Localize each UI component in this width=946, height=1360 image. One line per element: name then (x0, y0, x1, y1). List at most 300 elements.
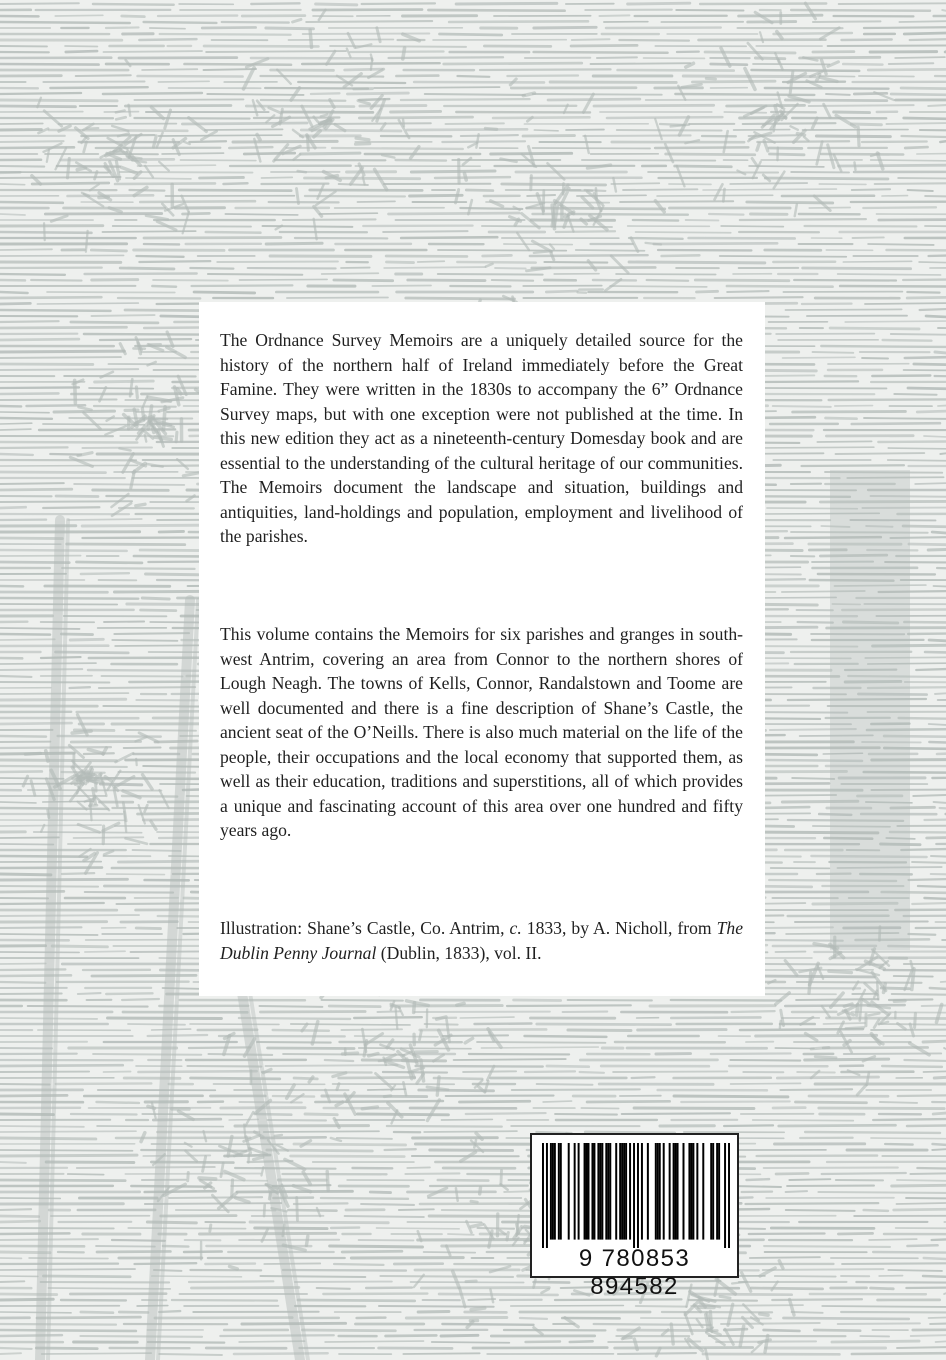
barcode-bar (586, 1143, 588, 1240)
engraving-stroke (208, 274, 302, 275)
engraving-stroke (354, 1017, 422, 1018)
engraving-stroke (830, 328, 919, 329)
engraving-stroke (777, 1077, 878, 1078)
engraving-stroke (526, 268, 550, 271)
engraving-stroke (853, 237, 884, 238)
engraving-stroke (779, 59, 783, 69)
engraving-stroke (731, 1083, 801, 1084)
barcode-bar (599, 1143, 601, 1240)
engraving-stroke (229, 1119, 258, 1120)
engraving-stroke (935, 352, 946, 353)
engraving-stroke (751, 70, 859, 71)
engraving-stroke (43, 1276, 130, 1277)
engraving-stroke (194, 292, 254, 293)
engraving-stroke (0, 177, 120, 178)
engraving-stroke (459, 1101, 529, 1102)
engraving-stroke (675, 166, 732, 167)
engraving-stroke (106, 993, 152, 994)
engraving-stroke (800, 57, 880, 58)
engraving-stroke (933, 1144, 946, 1145)
engraving-stroke (0, 442, 137, 443)
engraving-stroke (322, 1000, 403, 1001)
engraving-stroke (783, 357, 855, 358)
engraving-stroke (77, 1167, 215, 1168)
engraving-stroke (790, 1300, 794, 1315)
engraving-stroke (135, 1263, 197, 1264)
engraving-stroke (839, 3, 946, 4)
engraving-stroke (636, 1306, 687, 1307)
engraving-stroke (546, 291, 577, 292)
engraving-stroke (611, 183, 659, 184)
engraving-stroke (657, 195, 773, 196)
engraving-stroke (80, 1336, 202, 1337)
engraving-stroke (200, 177, 244, 178)
engraving-stroke (746, 1179, 769, 1180)
engraving-stroke (62, 568, 194, 569)
engraving-stroke (834, 112, 870, 113)
engraving-stroke (179, 190, 291, 191)
barcode-bar (615, 1143, 617, 1240)
engraving-stroke (260, 76, 383, 77)
engraving-stroke (204, 69, 257, 70)
engraving-stroke (697, 1319, 703, 1327)
engraving-stroke (786, 1210, 855, 1211)
engraving-stroke (785, 961, 797, 976)
engraving-stroke (910, 1173, 946, 1174)
engraving-stroke (520, 1318, 547, 1319)
engraving-stroke (613, 178, 616, 191)
engraving-stroke (251, 3, 299, 4)
engraving-stroke (261, 177, 292, 178)
engraving-stroke (846, 1027, 864, 1028)
engraving-stroke (202, 27, 255, 28)
engraving-stroke (618, 70, 734, 71)
engraving-stroke (817, 74, 820, 80)
engraving-stroke (942, 10, 946, 11)
engraving-stroke (319, 213, 377, 214)
engraving-stroke (76, 75, 131, 76)
engraving-stroke (525, 1036, 607, 1037)
engraving-stroke (408, 280, 485, 281)
engraving-stroke (904, 1060, 946, 1061)
engraving-stroke (183, 213, 210, 214)
barcode-bar (641, 1143, 643, 1240)
engraving-stroke (770, 154, 804, 155)
engraving-stroke (440, 34, 502, 35)
barcode-bar (609, 1143, 611, 1240)
barcode-number: 9 780853 894582 (578, 1245, 691, 1300)
engraving-stroke (745, 69, 755, 90)
engraving-stroke (401, 237, 497, 238)
engraving-stroke (480, 1188, 481, 1194)
engraving-stroke (0, 202, 63, 203)
engraving-stroke (104, 851, 113, 855)
engraving-stroke (379, 1306, 494, 1307)
engraving-stroke (91, 315, 154, 316)
engraving-stroke (456, 190, 459, 203)
engraving-stroke (351, 168, 363, 184)
engraving-stroke (750, 1257, 820, 1258)
engraving-stroke (180, 160, 255, 161)
engraving-stroke (854, 93, 887, 94)
engraving-stroke (681, 1101, 790, 1102)
engraving-stroke (0, 465, 138, 466)
engraving-stroke (889, 63, 933, 64)
engraving-stroke (623, 189, 697, 190)
engraving-stroke (745, 1203, 878, 1204)
engraving-stroke (95, 381, 154, 382)
engraving-stroke (852, 423, 940, 424)
engraving-stroke (935, 693, 946, 694)
engraving-stroke (632, 1077, 655, 1078)
engraving-stroke (184, 64, 291, 65)
engraving-stroke (254, 1157, 263, 1159)
engraving-stroke (460, 1017, 514, 1018)
engraving-stroke (31, 280, 81, 281)
engraving-stroke (763, 1269, 884, 1270)
engraving-stroke (56, 1083, 152, 1084)
engraving-stroke (0, 1131, 136, 1132)
engraving-stroke (732, 1186, 781, 1187)
engraving-stroke (330, 46, 466, 47)
engraving-stroke (862, 358, 888, 359)
engraving-stroke (0, 93, 81, 94)
engraving-stroke (0, 141, 64, 142)
engraving-stroke (321, 1198, 408, 1199)
engraving-stroke (804, 137, 809, 141)
engraving-stroke (0, 915, 139, 916)
engraving-stroke (740, 219, 866, 220)
engraving-stroke (647, 280, 688, 281)
engraving-stroke (103, 823, 119, 831)
engraving-stroke (913, 795, 946, 796)
engraving-stroke (895, 57, 945, 58)
engraving-stroke (898, 1095, 946, 1096)
engraving-stroke (611, 256, 628, 273)
engraving-stroke (361, 1204, 414, 1205)
engraving-stroke (143, 1155, 210, 1156)
engraving-stroke (456, 3, 557, 4)
engraving-stroke (142, 409, 143, 420)
engraving-stroke (468, 1299, 495, 1300)
engraving-stroke (129, 190, 164, 191)
engraving-stroke (176, 432, 177, 442)
engraving-stroke (0, 166, 44, 167)
engraving-stroke (896, 1203, 946, 1204)
engraving-stroke (298, 1300, 415, 1301)
engraving-stroke (233, 141, 337, 142)
engraving-stroke (897, 1347, 946, 1348)
engraving-stroke (225, 214, 297, 215)
engraving-stroke (267, 1150, 372, 1151)
barcode-bar (568, 1143, 570, 1240)
engraving-stroke (671, 1324, 673, 1344)
engraving-stroke (262, 226, 352, 227)
engraving-stroke (765, 1336, 768, 1353)
engraving-stroke (934, 1077, 946, 1078)
engraving-stroke (189, 1281, 273, 1282)
engraving-stroke (466, 1281, 476, 1282)
engraving-stroke (305, 1114, 337, 1115)
engraving-stroke (904, 33, 946, 34)
engraving-stroke (583, 94, 593, 112)
engraving-stroke (184, 1251, 222, 1252)
barcode-bar (657, 1143, 659, 1240)
engraving-stroke (131, 471, 135, 488)
engraving-stroke (709, 214, 743, 215)
engraving-stroke (93, 1054, 201, 1055)
engraving-stroke (911, 961, 913, 969)
engraving-stroke (114, 633, 189, 634)
engraving-stroke (446, 123, 504, 124)
engraving-stroke (0, 418, 52, 419)
engraving-stroke (671, 1000, 781, 1001)
engraving-stroke (345, 1216, 424, 1217)
engraving-stroke (875, 183, 946, 184)
engraving-stroke (759, 381, 858, 382)
engraving-stroke (0, 3, 79, 4)
engraving-stroke (525, 1341, 560, 1342)
engraving-stroke (283, 219, 376, 220)
engraving-stroke (474, 1140, 476, 1147)
engraving-stroke (332, 148, 463, 149)
barcode-bar (558, 1143, 560, 1240)
engraving-stroke (146, 574, 198, 575)
engraving-stroke (743, 123, 836, 124)
engraving-stroke (89, 388, 153, 389)
engraving-stroke (37, 303, 138, 304)
engraving-stroke (774, 172, 785, 189)
engraving-stroke (813, 352, 854, 353)
engraving-stroke (157, 133, 163, 147)
engraving-stroke (158, 81, 209, 82)
engraving-stroke (534, 251, 551, 253)
engraving-stroke (289, 39, 394, 40)
engraving-stroke (261, 100, 345, 101)
engraving-stroke (297, 1197, 298, 1220)
engraving-stroke (113, 226, 251, 227)
barcode-bar (591, 1143, 593, 1240)
engraving-stroke (891, 334, 946, 335)
engraving-stroke (0, 429, 31, 430)
engraving-stroke (899, 21, 946, 22)
engraving-stroke (228, 1136, 232, 1156)
engraving-stroke (71, 322, 158, 323)
engraving-stroke (656, 1348, 660, 1356)
engraving-stroke (912, 862, 946, 863)
barcode-bar (692, 1143, 694, 1240)
engraving-stroke (43, 507, 99, 508)
engraving-stroke (0, 412, 49, 413)
engraving-stroke (760, 826, 793, 827)
engraving-stroke (78, 453, 92, 456)
engraving-stroke (877, 982, 878, 1000)
engraving-stroke (822, 1306, 946, 1307)
engraving-stroke (534, 52, 668, 53)
engraving-stroke (55, 15, 103, 16)
engraving-stroke (904, 118, 946, 119)
engraving-stroke (892, 1185, 946, 1186)
engraving-stroke (325, 1341, 423, 1342)
engraving-stroke (418, 261, 445, 262)
engraving-stroke (128, 1228, 245, 1229)
engraving-stroke (920, 309, 946, 310)
engraving-stroke (163, 1246, 189, 1247)
engraving-stroke (829, 971, 851, 972)
engraving-stroke (798, 622, 833, 623)
engraving-stroke (620, 201, 733, 202)
engraving-stroke (818, 1192, 946, 1193)
engraving-stroke (139, 39, 196, 40)
engraving-stroke (864, 27, 946, 28)
engraving-stroke (82, 525, 214, 526)
engraving-stroke (891, 94, 946, 95)
blurb-paragraph-1: The Ordnance Survey Memoirs are a uniquely detailed source for the history of the northern half of Ireland immediately before the Great Famine. They were written in the 1830s to accompany the 6” Ordnance Survey maps, but with one exception were not published at the time. In this new edition they act as a nineteenth-century Domesday book and are essential to the understanding of the cultural heritage of our communities. The Memoirs document the landscape and situation, buildings and antiquities, land-holdings and population, employment and livelihood of the parishes. (220, 330, 743, 546)
engraving-stroke (273, 1096, 314, 1097)
engraving-stroke (932, 532, 946, 533)
engraving-stroke (901, 88, 946, 89)
engraving-stroke (0, 64, 99, 65)
engraving-stroke (923, 1071, 946, 1072)
engraving-stroke (0, 1269, 135, 1270)
engraving-stroke (795, 1102, 866, 1103)
engraving-stroke (81, 573, 129, 574)
engraving-stroke (908, 934, 935, 935)
engraving-stroke (0, 249, 52, 250)
engraving-stroke (160, 34, 291, 35)
isbn-barcode (530, 1133, 739, 1300)
engraving-stroke (591, 63, 691, 64)
engraving-stroke (114, 591, 203, 592)
engraving-stroke (143, 775, 153, 789)
engraving-stroke (523, 93, 534, 96)
engraving-stroke (815, 1057, 836, 1058)
engraving-stroke (792, 1312, 823, 1313)
engraving-stroke (478, 1228, 515, 1229)
engraving-stroke (854, 162, 855, 169)
engraving-stroke (706, 78, 715, 79)
engraving-stroke (0, 1281, 24, 1282)
barcode-bar (607, 1143, 609, 1240)
engraving-stroke (751, 1288, 822, 1289)
engraving-stroke (471, 1201, 477, 1202)
engraving-stroke (102, 231, 195, 232)
barcode-bar (550, 1143, 552, 1240)
engraving-stroke (805, 1132, 940, 1133)
engraving-stroke (325, 1060, 353, 1061)
engraving-stroke (919, 262, 946, 263)
engraving-stroke (143, 766, 201, 767)
engraving-stroke (544, 262, 607, 263)
engraving-stroke (0, 1155, 137, 1156)
engraving-stroke (159, 790, 168, 808)
engraving-stroke (795, 204, 797, 216)
engraving-stroke (0, 1233, 69, 1234)
engraving-stroke (629, 238, 683, 239)
engraving-stroke (172, 1300, 277, 1301)
engraving-stroke (442, 141, 525, 142)
engraving-stroke (727, 286, 833, 287)
engraving-stroke (732, 1011, 775, 1012)
engraving-stroke (486, 264, 493, 267)
engraving-stroke (666, 154, 755, 155)
engraving-stroke (511, 1305, 624, 1306)
engraving-stroke (322, 273, 379, 274)
credit-prefix: Illustration: Shane’s Castle, Co. Antrim, (220, 918, 510, 938)
engraving-stroke (36, 1348, 97, 1349)
engraving-stroke (387, 1126, 502, 1127)
engraving-stroke (486, 202, 609, 203)
engraving-stroke (206, 232, 261, 233)
barcode-bar (633, 1143, 635, 1248)
engraving-stroke (764, 1246, 890, 1247)
engraving-stroke (68, 1174, 104, 1175)
engraving-stroke (819, 1108, 944, 1109)
engraving-stroke (465, 1038, 472, 1043)
barcode-bar (560, 1143, 562, 1240)
engraving-stroke (391, 111, 441, 112)
engraving-stroke (269, 108, 281, 113)
engraving-stroke (843, 64, 882, 65)
engraving-stroke (161, 316, 201, 317)
engraving-stroke (453, 1271, 459, 1287)
engraving-stroke (192, 285, 293, 286)
engraving-stroke (0, 447, 68, 448)
engraving-stroke (152, 286, 176, 287)
barcode-bar (552, 1143, 554, 1240)
engraving-stroke (674, 1096, 788, 1097)
engraving-stroke (0, 310, 111, 311)
engraving-stroke (581, 1108, 618, 1109)
engraving-stroke (773, 406, 831, 407)
engraving-stroke (401, 99, 530, 100)
engraving-stroke (116, 110, 125, 112)
engraving-stroke (66, 51, 97, 52)
engraving-stroke (97, 1102, 139, 1103)
engraving-stroke (432, 1342, 510, 1343)
engraving-stroke (442, 1324, 533, 1325)
engraving-stroke (864, 1210, 888, 1211)
barcode-bar (696, 1143, 698, 1240)
engraving-stroke (159, 135, 282, 136)
engraving-stroke (371, 54, 373, 60)
engraving-stroke (471, 1224, 482, 1226)
engraving-stroke (325, 1090, 329, 1102)
engraving-stroke (502, 184, 606, 185)
engraving-stroke (288, 1210, 336, 1211)
engraving-stroke (869, 1239, 917, 1240)
engraving-stroke (495, 268, 526, 269)
engraving-stroke (597, 57, 637, 58)
engraving-stroke (152, 1103, 156, 1118)
engraving-stroke (826, 94, 850, 95)
engraving-stroke (923, 1041, 946, 1042)
engraving-stroke (852, 1012, 946, 1013)
engraving-stroke (391, 1001, 394, 1009)
engraving-stroke (145, 805, 148, 811)
barcode-bar (601, 1143, 603, 1240)
engraving-stroke (419, 1031, 421, 1040)
engraving-stroke (265, 1065, 397, 1066)
engraving-stroke (0, 172, 20, 173)
engraving-stroke (370, 1192, 390, 1193)
engraving-stroke (244, 68, 255, 89)
engraving-stroke (136, 256, 183, 257)
engraving-stroke (144, 22, 217, 23)
engraving-stroke (765, 178, 888, 179)
engraving-stroke (789, 1179, 830, 1180)
engraving-stroke (928, 105, 946, 106)
